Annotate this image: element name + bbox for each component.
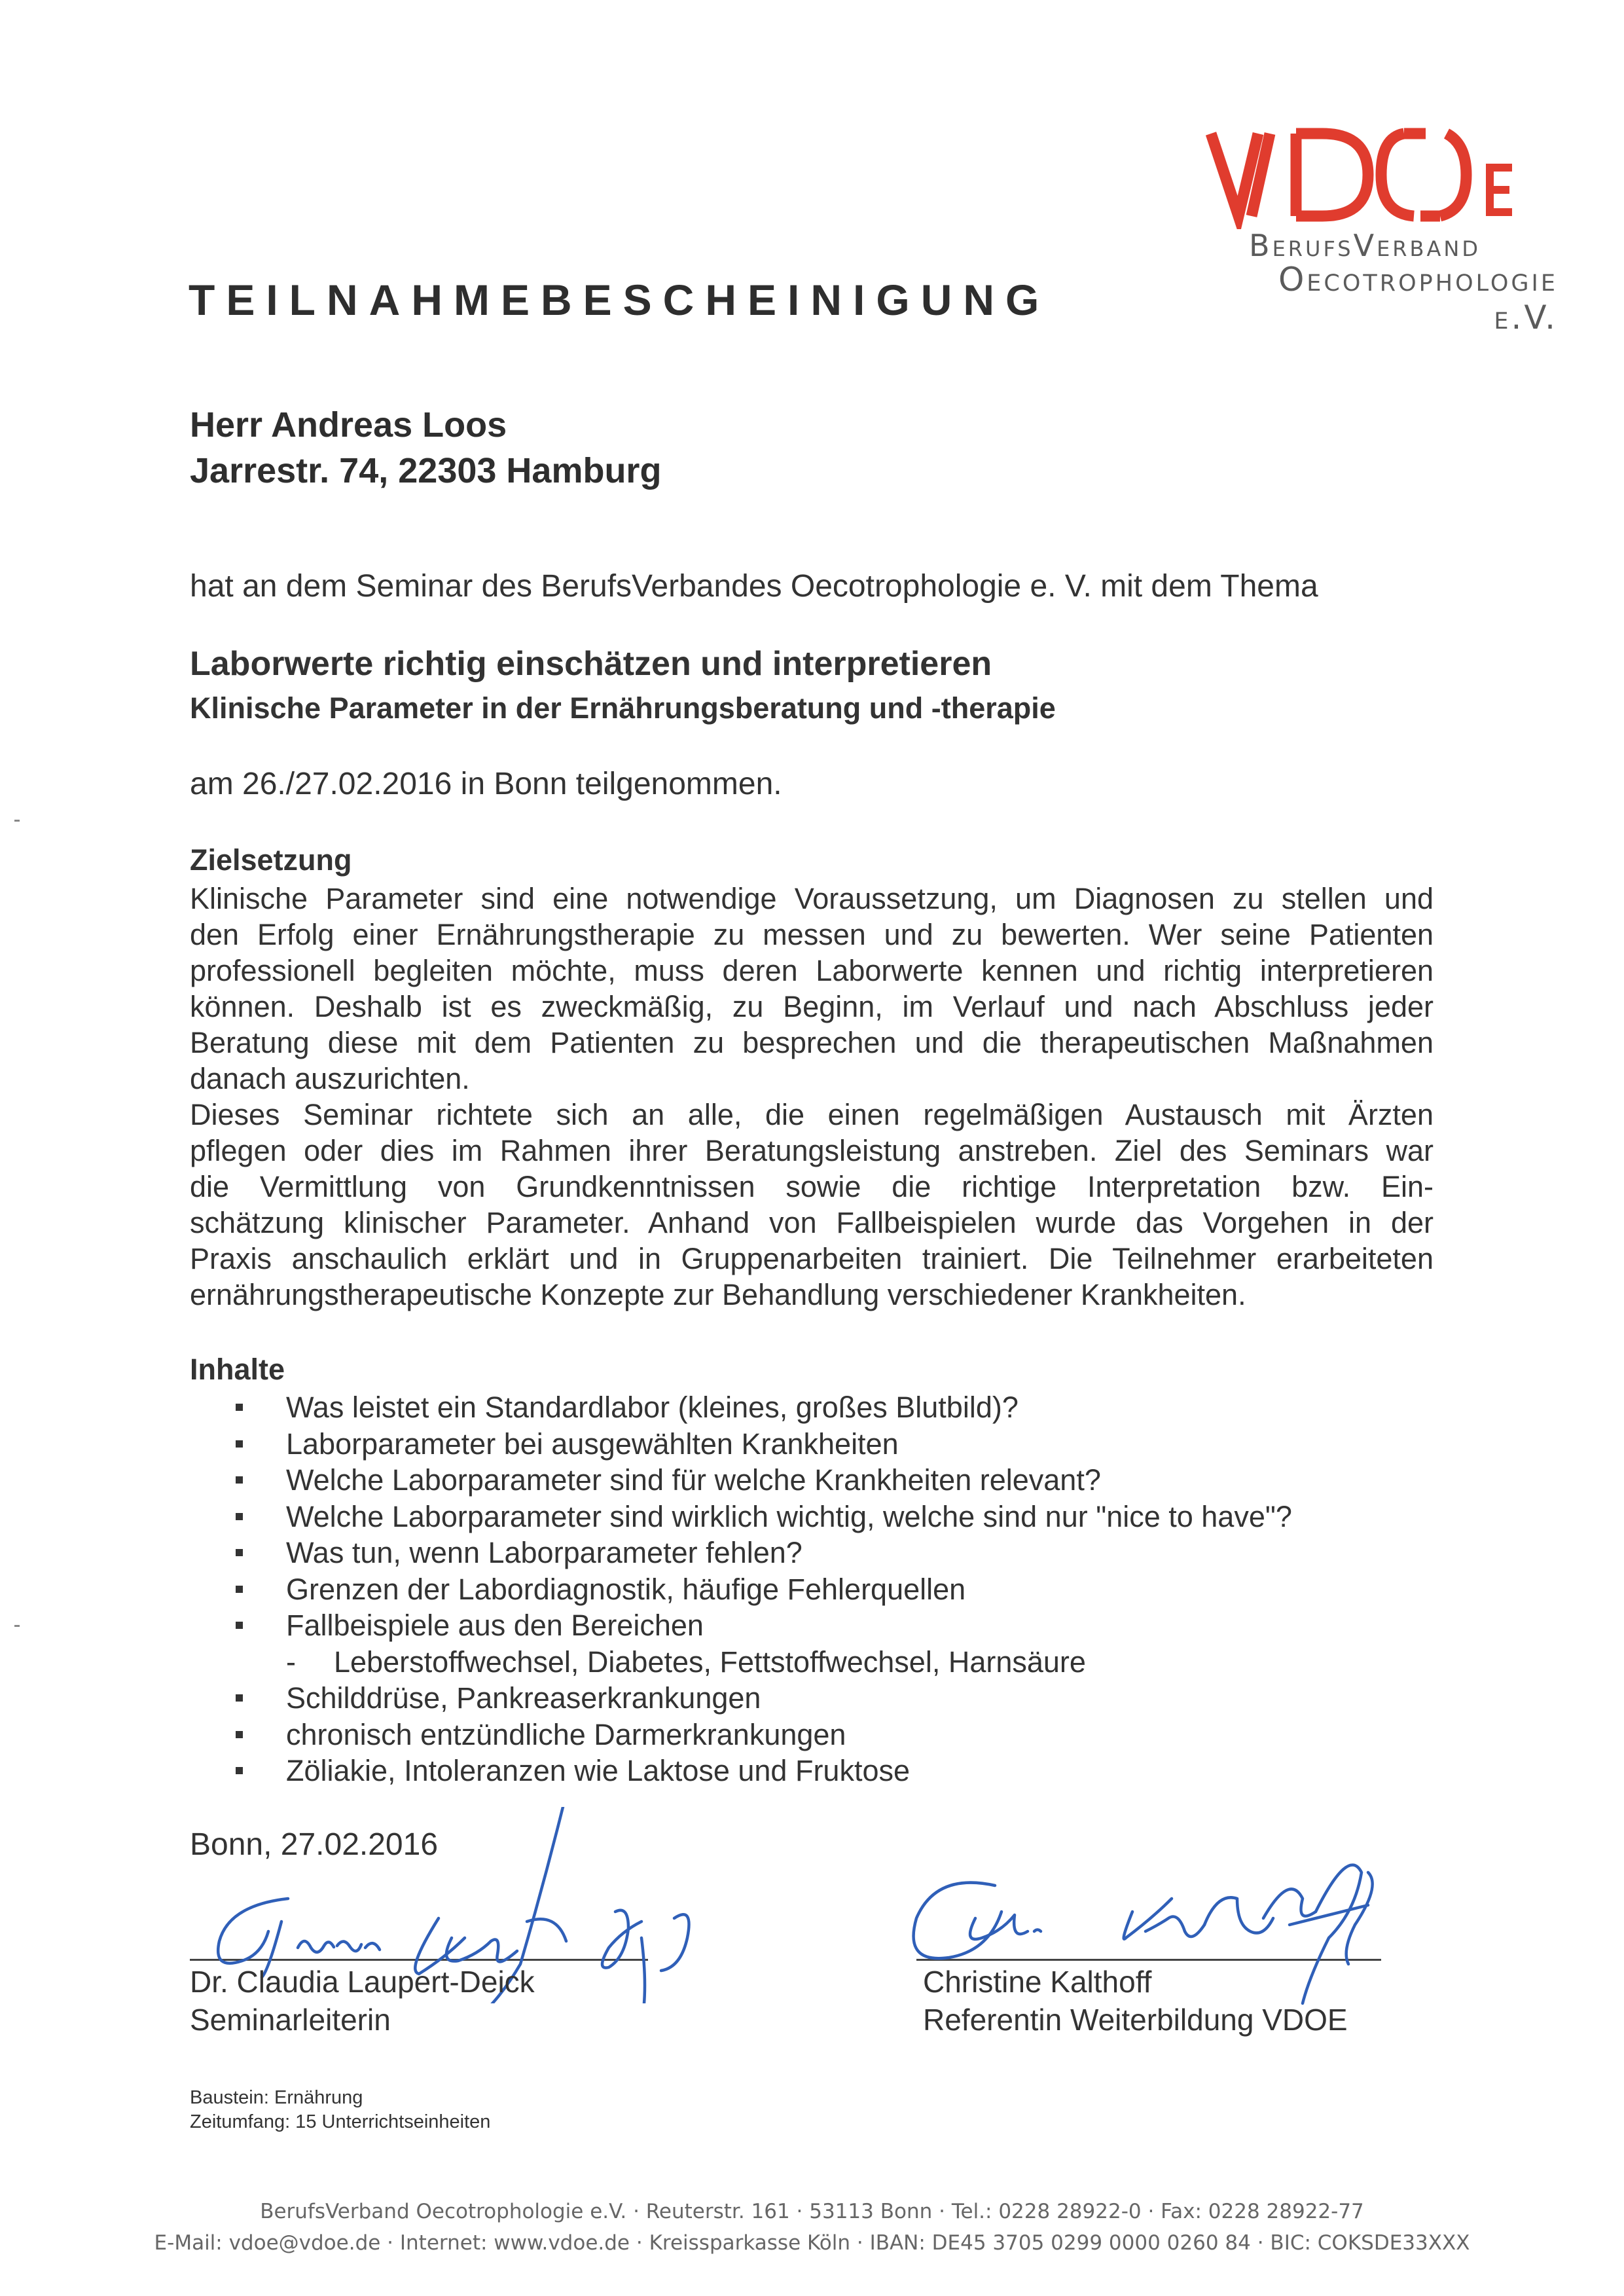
goal-line: Beratung diese mit dem Patienten zu besprechen und die therapeutischen Maßnahmen bbox=[190, 1026, 1434, 1059]
logo-line-berufsverband: BerufsVerband bbox=[1249, 228, 1481, 263]
list-item bbox=[236, 1717, 1292, 1753]
signer-left-name: Dr. Claudia Laupert-Deick bbox=[190, 1965, 535, 1999]
goal-line: Klinische Parameter sind eine notwendige Voraussetzung, um Diagnosen zu stellen und bbox=[190, 882, 1434, 915]
footer-address: BerufsVerband Oecotrophologie e.V. · Reuterstr. 161 · 53113 Bonn · Tel.: 0228 28922-0 · Fax: 0228 28922-77 bbox=[260, 2200, 1364, 2223]
seminar-title: Laborwerte richtig einschätzen und interpretieren bbox=[190, 645, 992, 683]
list-item bbox=[236, 1753, 1292, 1789]
course-meta bbox=[190, 2086, 490, 2134]
goal-line: Praxis anschaulich erklärt und in Gruppenarbeiten trainiert. Die Teilnehmer erarbeiteten bbox=[190, 1242, 1434, 1275]
goal-line: professionell begleiten möchte, muss deren Laborwerte kennen und richtig interpretieren bbox=[190, 954, 1434, 987]
list-item bbox=[236, 1680, 1292, 1717]
goal-line: die Vermittlung von Grundkenntnissen sowie die richtige Interpretation bzw. Ein- bbox=[190, 1170, 1434, 1203]
goal-paragraph bbox=[190, 881, 1434, 1313]
list-item-text: Was tun, wenn Laborparameter fehlen? bbox=[286, 1536, 803, 1569]
list-item bbox=[236, 1535, 1292, 1571]
vdoe-logo bbox=[1204, 124, 1558, 337]
place-date: Bonn, 27.02.2016 bbox=[190, 1827, 439, 1862]
contents-list bbox=[236, 1389, 1292, 1789]
list-item bbox=[236, 1426, 1292, 1463]
goal-heading: Zielsetzung bbox=[190, 843, 352, 877]
signer-right-role: Referentin Weiterbildung VDOE bbox=[923, 2003, 1348, 2037]
list-item-text: Was leistet ein Standardlabor (kleines, großes Blutbild)? bbox=[286, 1391, 1019, 1424]
footer-contact: E-Mail: vdoe@vdoe.de · Internet: www.vdoe.de · Kreissparkasse Köln · IBAN: DE45 3705 0299 0000 0260 84 · BIC: COKSDE33XXX bbox=[154, 2231, 1470, 2255]
goal-line: ernährungstherapeutische Konzepte zur Behandlung verschiedener Krankheiten. bbox=[190, 1278, 1246, 1311]
list-item-text: Schilddrüse, Pankreaserkrankungen bbox=[286, 1681, 761, 1715]
bullet-icon bbox=[236, 1731, 243, 1738]
list-item-text: Zöliakie, Intoleranzen wie Laktose und Fruktose bbox=[286, 1754, 911, 1787]
course-duration: Zeitumfang: 15 Unterrichtseinheiten bbox=[190, 2111, 491, 2132]
goal-line: pflegen oder dies im Rahmen ihrer Beratungsleistung anstreben. Ziel des Seminars war bbox=[190, 1134, 1434, 1167]
bullet-icon bbox=[236, 1476, 243, 1484]
list-item-text: chronisch entzündliche Darmerkrankungen bbox=[286, 1717, 846, 1751]
list-item-text: Welche Laborparameter sind wirklich wichtig, welche sind nur "nice to have"? bbox=[286, 1499, 1292, 1533]
bullet-icon bbox=[236, 1622, 243, 1629]
participation-date: am 26./27.02.2016 in Bonn teilgenommen. bbox=[190, 767, 782, 801]
logo-line-oecotrophologie: Oecotrophologie e.V. bbox=[1278, 261, 1558, 337]
bullet-icon bbox=[236, 1586, 243, 1593]
goal-line: schätzung klinischer Parameter. Anhand von Fallbeispielen wurde das Vorgehen in der bbox=[190, 1206, 1434, 1239]
contents-heading: Inhalte bbox=[190, 1353, 285, 1386]
recipient-address: Jarrestr. 74, 22303 Hamburg bbox=[190, 451, 662, 490]
intro-text: hat an dem Seminar des BerufsVerbandes Oecotrophologie e. V. mit dem Thema bbox=[190, 569, 1318, 604]
recipient-name: Herr Andreas Loos bbox=[190, 405, 507, 445]
goal-line: danach auszurichten. bbox=[190, 1062, 470, 1095]
vdoe-wordmark-icon bbox=[1204, 124, 1558, 229]
bullet-icon bbox=[236, 1440, 243, 1448]
goal-line: können. Deshalb ist es zweckmäßig, zu Beginn, im Verlauf und nach Abschluss jeder bbox=[190, 990, 1434, 1023]
list-item bbox=[236, 1571, 1292, 1608]
list-item-text: Laborparameter bei ausgewählten Krankheiten bbox=[286, 1427, 899, 1461]
list-item bbox=[236, 1389, 1292, 1426]
seminar-subtitle: Klinische Parameter in der Ernährungsberatung und -therapie bbox=[190, 691, 1056, 725]
list-item bbox=[236, 1607, 1292, 1644]
bullet-icon bbox=[236, 1767, 243, 1774]
list-item-text: Welche Laborparameter sind für welche Krankheiten relevant? bbox=[286, 1463, 1101, 1497]
list-subitem bbox=[236, 1644, 1292, 1681]
list-item-text: Grenzen der Labordiagnostik, häufige Fehlerquellen bbox=[286, 1572, 966, 1606]
bullet-icon bbox=[236, 1549, 243, 1556]
goal-line: Dieses Seminar richtete sich an alle, die einen regelmäßigen Austausch mit Ärzten bbox=[190, 1098, 1434, 1131]
signer-right-name: Christine Kalthoff bbox=[923, 1965, 1152, 1999]
signer-left-role: Seminarleiterin bbox=[190, 2003, 391, 2037]
scan-mark bbox=[14, 1625, 20, 1627]
list-item bbox=[236, 1462, 1292, 1499]
signer-right bbox=[923, 1963, 1348, 2039]
list-item-text: Leberstoffwechsel, Diabetes, Fettstoffwechsel, Harnsäure bbox=[334, 1645, 1086, 1679]
bullet-icon bbox=[236, 1513, 243, 1520]
list-item bbox=[236, 1499, 1292, 1535]
goal-line: den Erfolg einer Ernährungstherapie zu messen und zu bewerten. Wer seine Patienten bbox=[190, 918, 1434, 951]
scan-mark bbox=[14, 820, 20, 822]
signer-left bbox=[190, 1963, 535, 2039]
course-module: Baustein: Ernährung bbox=[190, 2087, 363, 2108]
bullet-icon bbox=[236, 1694, 243, 1702]
document-title: TEILNAHMEBESCHEINIGUNG bbox=[189, 276, 1051, 324]
list-item-text: Fallbeispiele aus den Bereichen bbox=[286, 1609, 704, 1642]
dash-icon: - bbox=[286, 1645, 296, 1679]
bullet-icon bbox=[236, 1404, 243, 1411]
